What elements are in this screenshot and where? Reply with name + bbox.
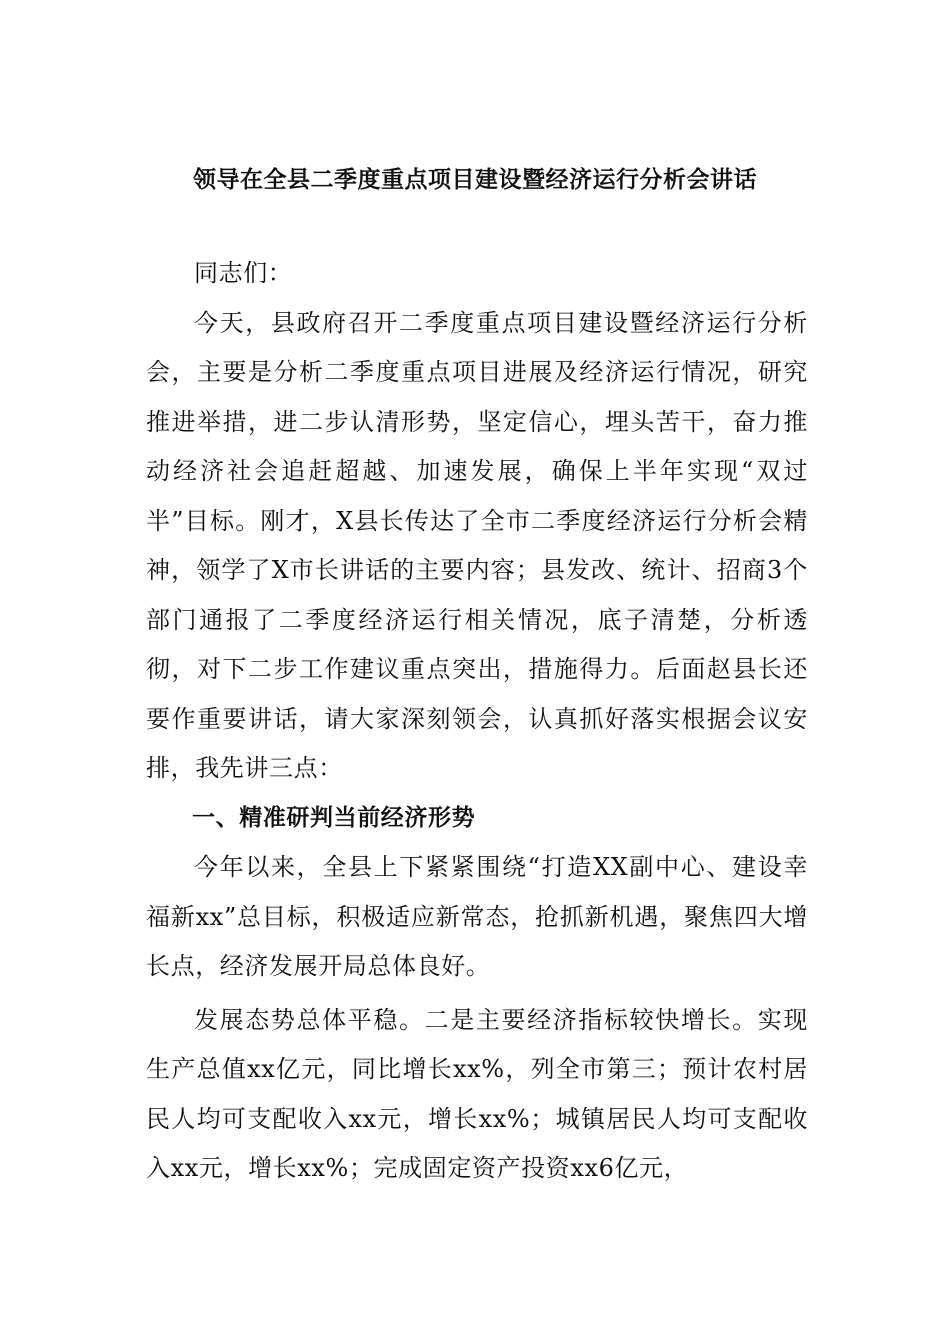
intro-paragraph: 今天，县政府召开二季度重点项目建设暨经济运行分析会，主要是分析二季度重点项目进展及经济运行情况，研究推进举措，进二步认清形势，坚定信心，埋头苦干，奋力推动经济社会追赶超越、加速发展，确保上半年实现“双过半”目标。刚才，X县长传达了全市二季度经济运行分析会精神，领学了X市长讲话的主要内容；县发改、统计、招商3个部门通报了二季度经济运行相关情况，底子清楚，分析透彻，对下二步工作建议重点突出，措施得力。后面赵县长还要作重要讲话，请大家深刻领会，认真抓好落实根据会议安排，我先讲三点： xyxy=(146,308,808,782)
section-paragraph: 今年以来，全县上下紧紧围绕“打造XX副中心、建设幸福新xx”总目标，积极适应新常态，抢抓新机遇，聚焦四大增长点，经济发展开局总体良好。 xyxy=(146,853,808,980)
section-heading: 一、精准研判当前经济形势 xyxy=(192,804,476,831)
document-title: 领导在全县二季度重点项目建设暨经济运行分析会讲话 xyxy=(193,167,757,193)
document-body xyxy=(146,249,808,1194)
salutation: 同志们： xyxy=(194,259,293,287)
section-paragraph: 发展态势总体平稳。二是主要经济指标较快增长。实现生产总值xx亿元，同比增长xx%，列全市第三；预计农村居民人均可支配收入xx元，增长xx%；城镇居民人均可支配收入xx元，增长xx%；完成固定资产投资xx6亿元， xyxy=(146,1005,808,1182)
